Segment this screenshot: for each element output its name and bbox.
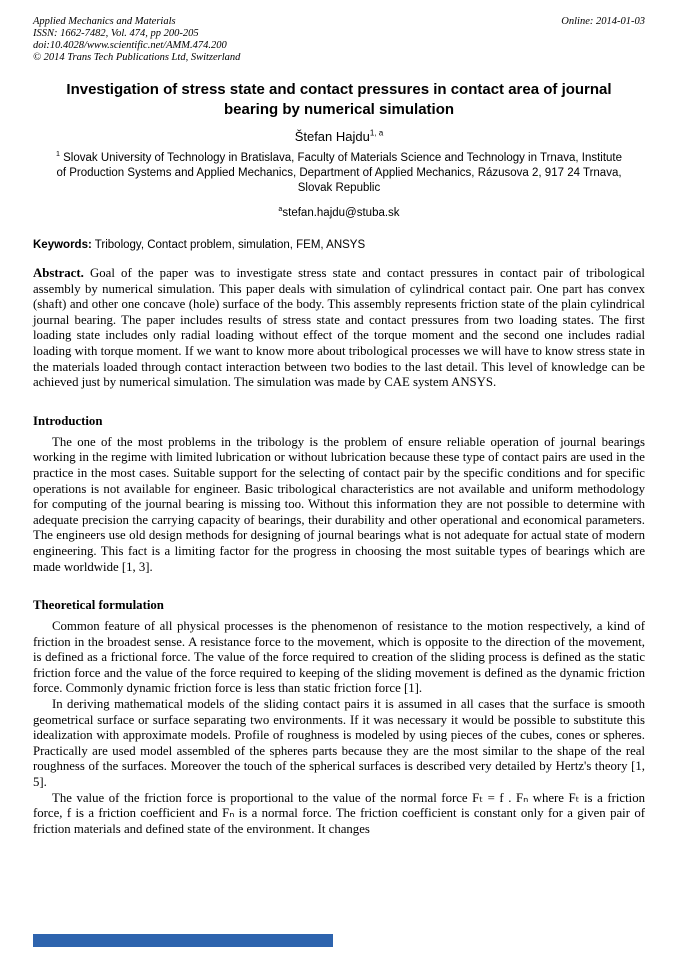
introduction-paragraph: The one of the most problems in the tribology is the problem of ensure reliable operation of journal bearings working in the regime with limited lubrication or without lubrication because these type of contact pairs are used in the practice in the most cases. Suitable support for the selecting of contact pair by the specific conditions and for specific operations is not available for engineer. Basic tribological characteristics are not available and uniform methodology for computing of the journal bearing is missing too. Without this information they are not possible to determine with adequate precision the carrying capacity of bearings, their durability and other operational and economical parameters. The engineers use old design methods for designing of journal bearings what is not adequate for actual state of modern engineering. This fact is a limiting factor for the progress in choosing the most suitable types of bearings which are made worldwide [1, 3]. xyxy=(33,434,645,574)
theoretical-paragraph-1: Common feature of all physical processes is the phenomenon of resistance to the motion respectively, a kind of friction in the broadest sense. A resistance force to the movement, which is opposite to the direction of the movement, is defined as a frictional force. The value of the force required to creation of the sliding process is defined as the static friction force and the value of the force required to keeping of the sliding movement is defined as the dynamic friction force. Commonly dynamic friction force is less than static friction force [1]. xyxy=(33,619,645,696)
author-line xyxy=(33,129,645,144)
issn-line: ISSN: 1662-7482, Vol. 474, pp 200-205 xyxy=(33,28,199,39)
section-heading-introduction: Introduction xyxy=(33,413,103,428)
journal-header xyxy=(33,16,645,64)
email-superscript: a xyxy=(278,205,283,214)
abstract-text: Goal of the paper was to investigate stress state and contact pressures in contact pair of tribological assembly by numerical simulation. This paper deals with simulation of cylindrical contact pair. One part has convex (shaft) and other one concave (hole) surface of the body. This assembly represents friction state of the plain cylindrical journal bearing. The paper includes results of stress state and contact pressures from two loading states. The first loading state includes only radial loading without effect of the torque moment and the second one includes radial loading with torque moment. If we want to know more about tribological processes we will have to know stress state in the materials loaded through contact interaction between two bodies to the last detail. This level of knowledge can be achieved just by numerical simulation. The simulation was made by CAE system ANSYS. xyxy=(33,266,645,390)
affiliation-text: Slovak University of Technology in Bratislava, Faculty of Materials Science and Technology in Trnava, Institute of Production Systems and Applied Mechanics, Department of Applied Mechanics, Rázusova 2, 917 24 Trnava, Slovak Republic xyxy=(56,152,623,194)
section-heading-theoretical-formulation: Theoretical formulation xyxy=(33,598,164,613)
author-email xyxy=(33,207,645,219)
affiliation-superscript: 1 xyxy=(55,150,60,159)
copyright-line: © 2014 Trans Tech Publications Ltd, Switzerland xyxy=(33,52,241,63)
theoretical-paragraph-3: The value of the friction force is proportional to the value of the normal force Fₜ = f . Fₙ where Fₜ is a friction force, f is a friction coefficient and Fₙ is a normal force. The friction coefficient is constant only for a given pair of friction materials and defined state of the environment. It changes xyxy=(33,790,645,836)
abstract xyxy=(33,266,645,391)
keywords-line xyxy=(33,239,645,251)
journal-name: Applied Mechanics and Materials xyxy=(33,16,176,27)
abstract-label: Abstract. xyxy=(33,266,84,280)
email-address: stefan.hajdu@stuba.sk xyxy=(282,207,400,219)
affiliation xyxy=(50,151,628,196)
theoretical-paragraph-2: In deriving mathematical models of the sliding contact pairs it is assumed in all cases that the surface is smooth geometrical surface or surface separating two environments. If it was necessary it would be possible to substitute this idealization with approximate models. Profile of roughness is modeled by using pieces of the cubes, cones or spheres. Practically are used model assembled of the spheres parts because they are the most similar to the shape of the real roughness of the surfaces. Moreover the touch of the spherical surfaces is described very detailed by Hertz's theory [1, 5]. xyxy=(33,697,645,790)
author-name: Štefan Hajdu xyxy=(294,129,370,144)
keywords-label: Keywords: xyxy=(33,239,92,251)
journal-header-left xyxy=(33,16,240,64)
doi-line: doi:10.4028/www.scientific.net/AMM.474.200 xyxy=(33,40,227,51)
online-date: Online: 2014-01-03 xyxy=(561,16,645,27)
author-superscript: 1, a xyxy=(369,128,384,138)
publisher-footer-bar xyxy=(33,934,333,947)
paper-title: Investigation of stress state and contact pressures in contact area of journal bearing by numerical simulation xyxy=(66,81,612,118)
keywords-text: Tribology, Contact problem, simulation, FEM, ANSYS xyxy=(94,239,366,251)
